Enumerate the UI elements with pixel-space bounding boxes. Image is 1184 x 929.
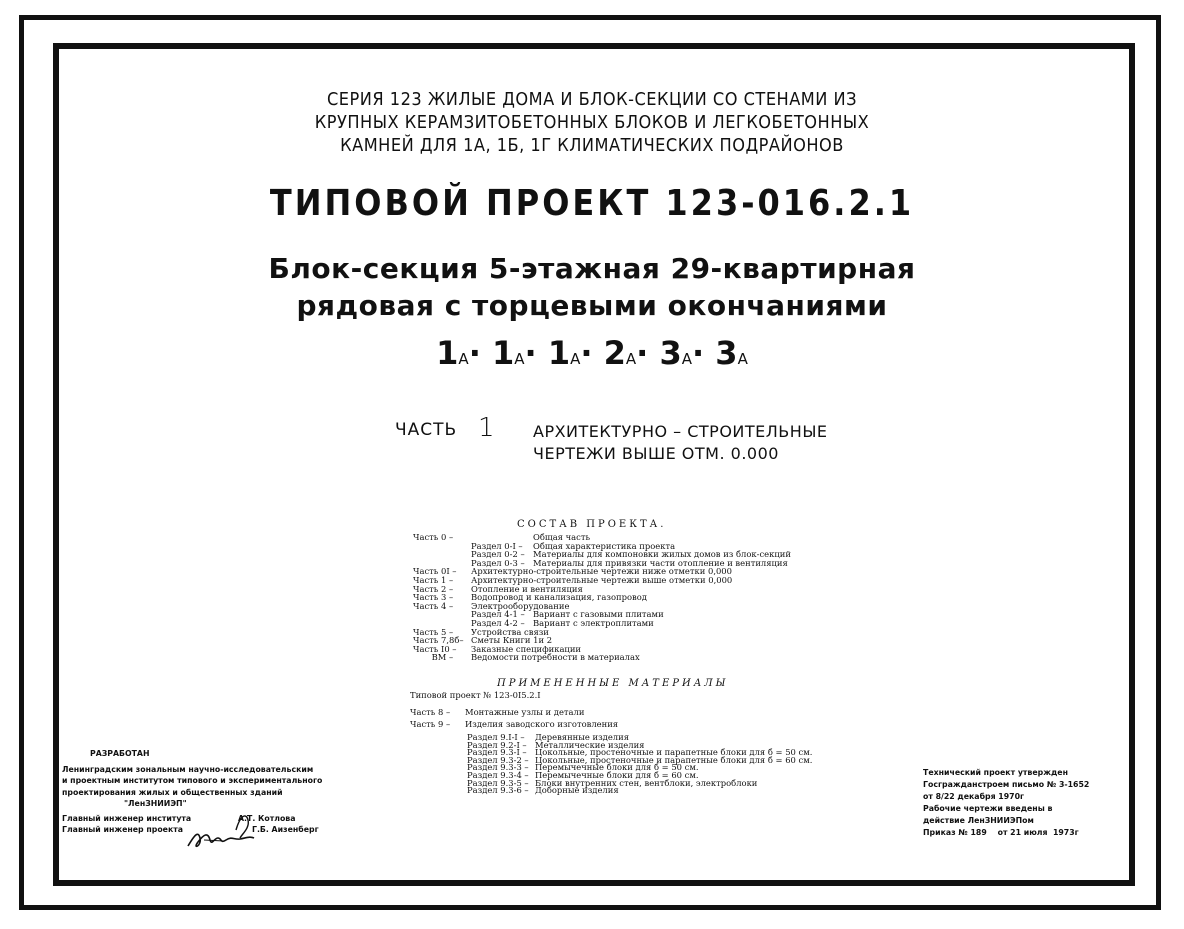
approval-block bbox=[923, 767, 1089, 839]
section-separator: · bbox=[468, 334, 481, 372]
block-title-line-2: рядовая с торцевыми окончаниями bbox=[296, 289, 888, 322]
section-number: 3 bbox=[659, 334, 682, 372]
list-item: Раздел 0-3 – Материалы для привязки части отопление и вентиляция bbox=[471, 557, 788, 568]
section-subscript: А bbox=[458, 350, 469, 368]
part-label: ЧАСТЬ bbox=[395, 420, 458, 440]
list-item: Часть 3 – Водопровод и канализация, газопровод bbox=[413, 592, 647, 603]
list-item: Часть I0 – Заказные спецификации bbox=[413, 643, 581, 654]
approval-order-line: Приказ № 189 от 21 июля 1973г bbox=[923, 828, 1079, 837]
part-description bbox=[533, 421, 828, 465]
section-separator: · bbox=[580, 334, 593, 372]
list-item: Раздел 9.3-2 – Цокольные, простеночные и парапетные блоки для б = 60 см. bbox=[467, 754, 813, 765]
materials-list bbox=[410, 691, 812, 794]
list-item: Часть 0I – Архитектурно-строительные чертежи ниже отметки 0,000 bbox=[413, 566, 732, 577]
list-item: Раздел 0-I – Общая характеристика проекта bbox=[471, 540, 676, 551]
list-item: Часть 5 – Устройства связи bbox=[413, 626, 549, 637]
section-number: 1 bbox=[436, 334, 459, 372]
developer-line: Ленинградским зональным научно-исследовательским bbox=[62, 765, 314, 775]
approval-line: действие ЛенЗНИИЭПом bbox=[923, 816, 1034, 825]
chief-engineer-role: Главный инженер института bbox=[62, 814, 192, 824]
project-engineer-role: Главный инженер проекта bbox=[62, 825, 184, 835]
developer-heading: РАЗРАБОТАН bbox=[90, 749, 150, 758]
list-item: Раздел 4-1 – Вариант с газовыми плитами bbox=[471, 609, 664, 620]
composition-list bbox=[413, 533, 791, 662]
section-subscript: А bbox=[681, 350, 692, 368]
list-item: ВМ – Ведомости потребности в материалах bbox=[413, 652, 640, 663]
list-item: Раздел 4-2 – Вариант с электроплитами bbox=[471, 617, 654, 628]
composition-title: СОСТАВ ПРОЕКТА. bbox=[517, 519, 667, 530]
chief-engineer-name: А.Т. Котлова bbox=[238, 814, 296, 824]
approval-line: Госгражданстроем письмо № 3-1652 bbox=[923, 780, 1090, 789]
section-separator: · bbox=[524, 334, 537, 372]
section-number: 1 bbox=[491, 334, 515, 372]
list-item: Часть 8 – Монтажные узлы и детали bbox=[410, 707, 585, 717]
block-title-line-1: Блок-секция 5-этажная 29-квартирная bbox=[268, 252, 916, 285]
list-item: Часть 4 – Электрооборудование bbox=[413, 600, 570, 611]
signature-mark bbox=[184, 808, 284, 858]
section-number: 3 bbox=[715, 334, 738, 372]
materials-title: ПРИМЕНЕННЫЕ МАТЕРИАЛЫ bbox=[497, 678, 729, 689]
list-item: Часть 0 – Общая часть bbox=[413, 532, 591, 542]
list-item: Часть 2 – Отопление и вентиляция bbox=[413, 583, 583, 594]
project-engineer-name: Г.Б. Аизенберг bbox=[252, 825, 319, 835]
materials-project-ref: Типовой проект № 123-0I5.2.I bbox=[410, 690, 541, 700]
series-line-2: КРУПНЫХ КЕРАМЗИТОБЕТОННЫХ БЛОКОВ И ЛЕГКОБЕТОННЫХ bbox=[314, 112, 870, 133]
section-subscript: А bbox=[514, 350, 525, 368]
list-item: Раздел 9.3-3 – Перемычечные блоки для б = 50 см. bbox=[467, 762, 699, 773]
approval-line: Рабочие чертежи введены в bbox=[923, 804, 1053, 813]
project-title: ТИПОВОЙ ПРОЕКТ 123-016.2.1 bbox=[269, 182, 915, 224]
series-line-1: СЕРИЯ 123 ЖИЛЫЕ ДОМА И БЛОК-СЕКЦИИ СО СТЕНАМИ ИЗ bbox=[326, 89, 858, 110]
section-number: 1 bbox=[547, 334, 571, 372]
list-item: Раздел 9.3-6 – Доборные изделия bbox=[467, 785, 619, 796]
series-line-3: КАМНЕЙ ДЛЯ 1А, 1Б, 1Г КЛИМАТИЧЕСКИХ ПОДРАЙОНОВ bbox=[340, 135, 844, 156]
list-item: Раздел 9.3-5 – Блоки внутренних стен, вентблоки, электроблоки bbox=[467, 777, 758, 788]
materials-subsections bbox=[410, 732, 812, 794]
section-subscript: А bbox=[737, 350, 748, 368]
part-desc-line-1: АРХИТЕКТУРНО – СТРОИТЕЛЬНЫЕ bbox=[533, 422, 828, 441]
list-item: Раздел 9.3-I – Цокольные, простеночные и парапетные блоки для б = 50 см. bbox=[467, 747, 813, 758]
approval-line: от 8/22 декабря 1970г bbox=[923, 792, 1025, 801]
developer-line: и проектным институтом типового и экспериментального bbox=[62, 776, 323, 786]
developer-institute: "ЛенЗНИИЭП" bbox=[124, 798, 187, 808]
developer-line: проектирования жилых и общественных зданий bbox=[62, 787, 283, 797]
section-separator: · bbox=[636, 334, 649, 372]
section-separator: · bbox=[692, 334, 705, 372]
list-item: Раздел 9.2-I – Металлические изделия bbox=[467, 739, 645, 750]
part-number: 1 bbox=[478, 413, 495, 443]
list-item: Часть 1 – Архитектурно-строительные чертежи выше отметки 0,000 bbox=[413, 574, 733, 585]
section-subscript: А bbox=[570, 350, 581, 368]
list-item: Часть 7,8б– Сметы Книги 1и 2 bbox=[413, 635, 553, 646]
list-item: Раздел 9.I-I – Деревянные изделия bbox=[467, 732, 629, 742]
approval-line: Технический проект утвержден bbox=[923, 768, 1068, 777]
list-item: Раздел 0-2 – Материалы для компоновки жилых домов из блок-секций bbox=[471, 549, 791, 560]
list-item: Часть 9 – Изделия заводского изготовления bbox=[410, 719, 619, 729]
section-number: 2 bbox=[603, 334, 626, 372]
block-section-title bbox=[0, 250, 1184, 324]
section-subscript: А bbox=[625, 350, 637, 368]
sections-formula bbox=[0, 334, 1184, 372]
part-desc-line-2: ЧЕРТЕЖИ ВЫШЕ ОТМ. 0.000 bbox=[533, 444, 779, 463]
list-item: Раздел 9.3-4 – Перемычечные блоки для б = 60 см. bbox=[467, 769, 699, 780]
series-heading bbox=[0, 88, 1184, 157]
